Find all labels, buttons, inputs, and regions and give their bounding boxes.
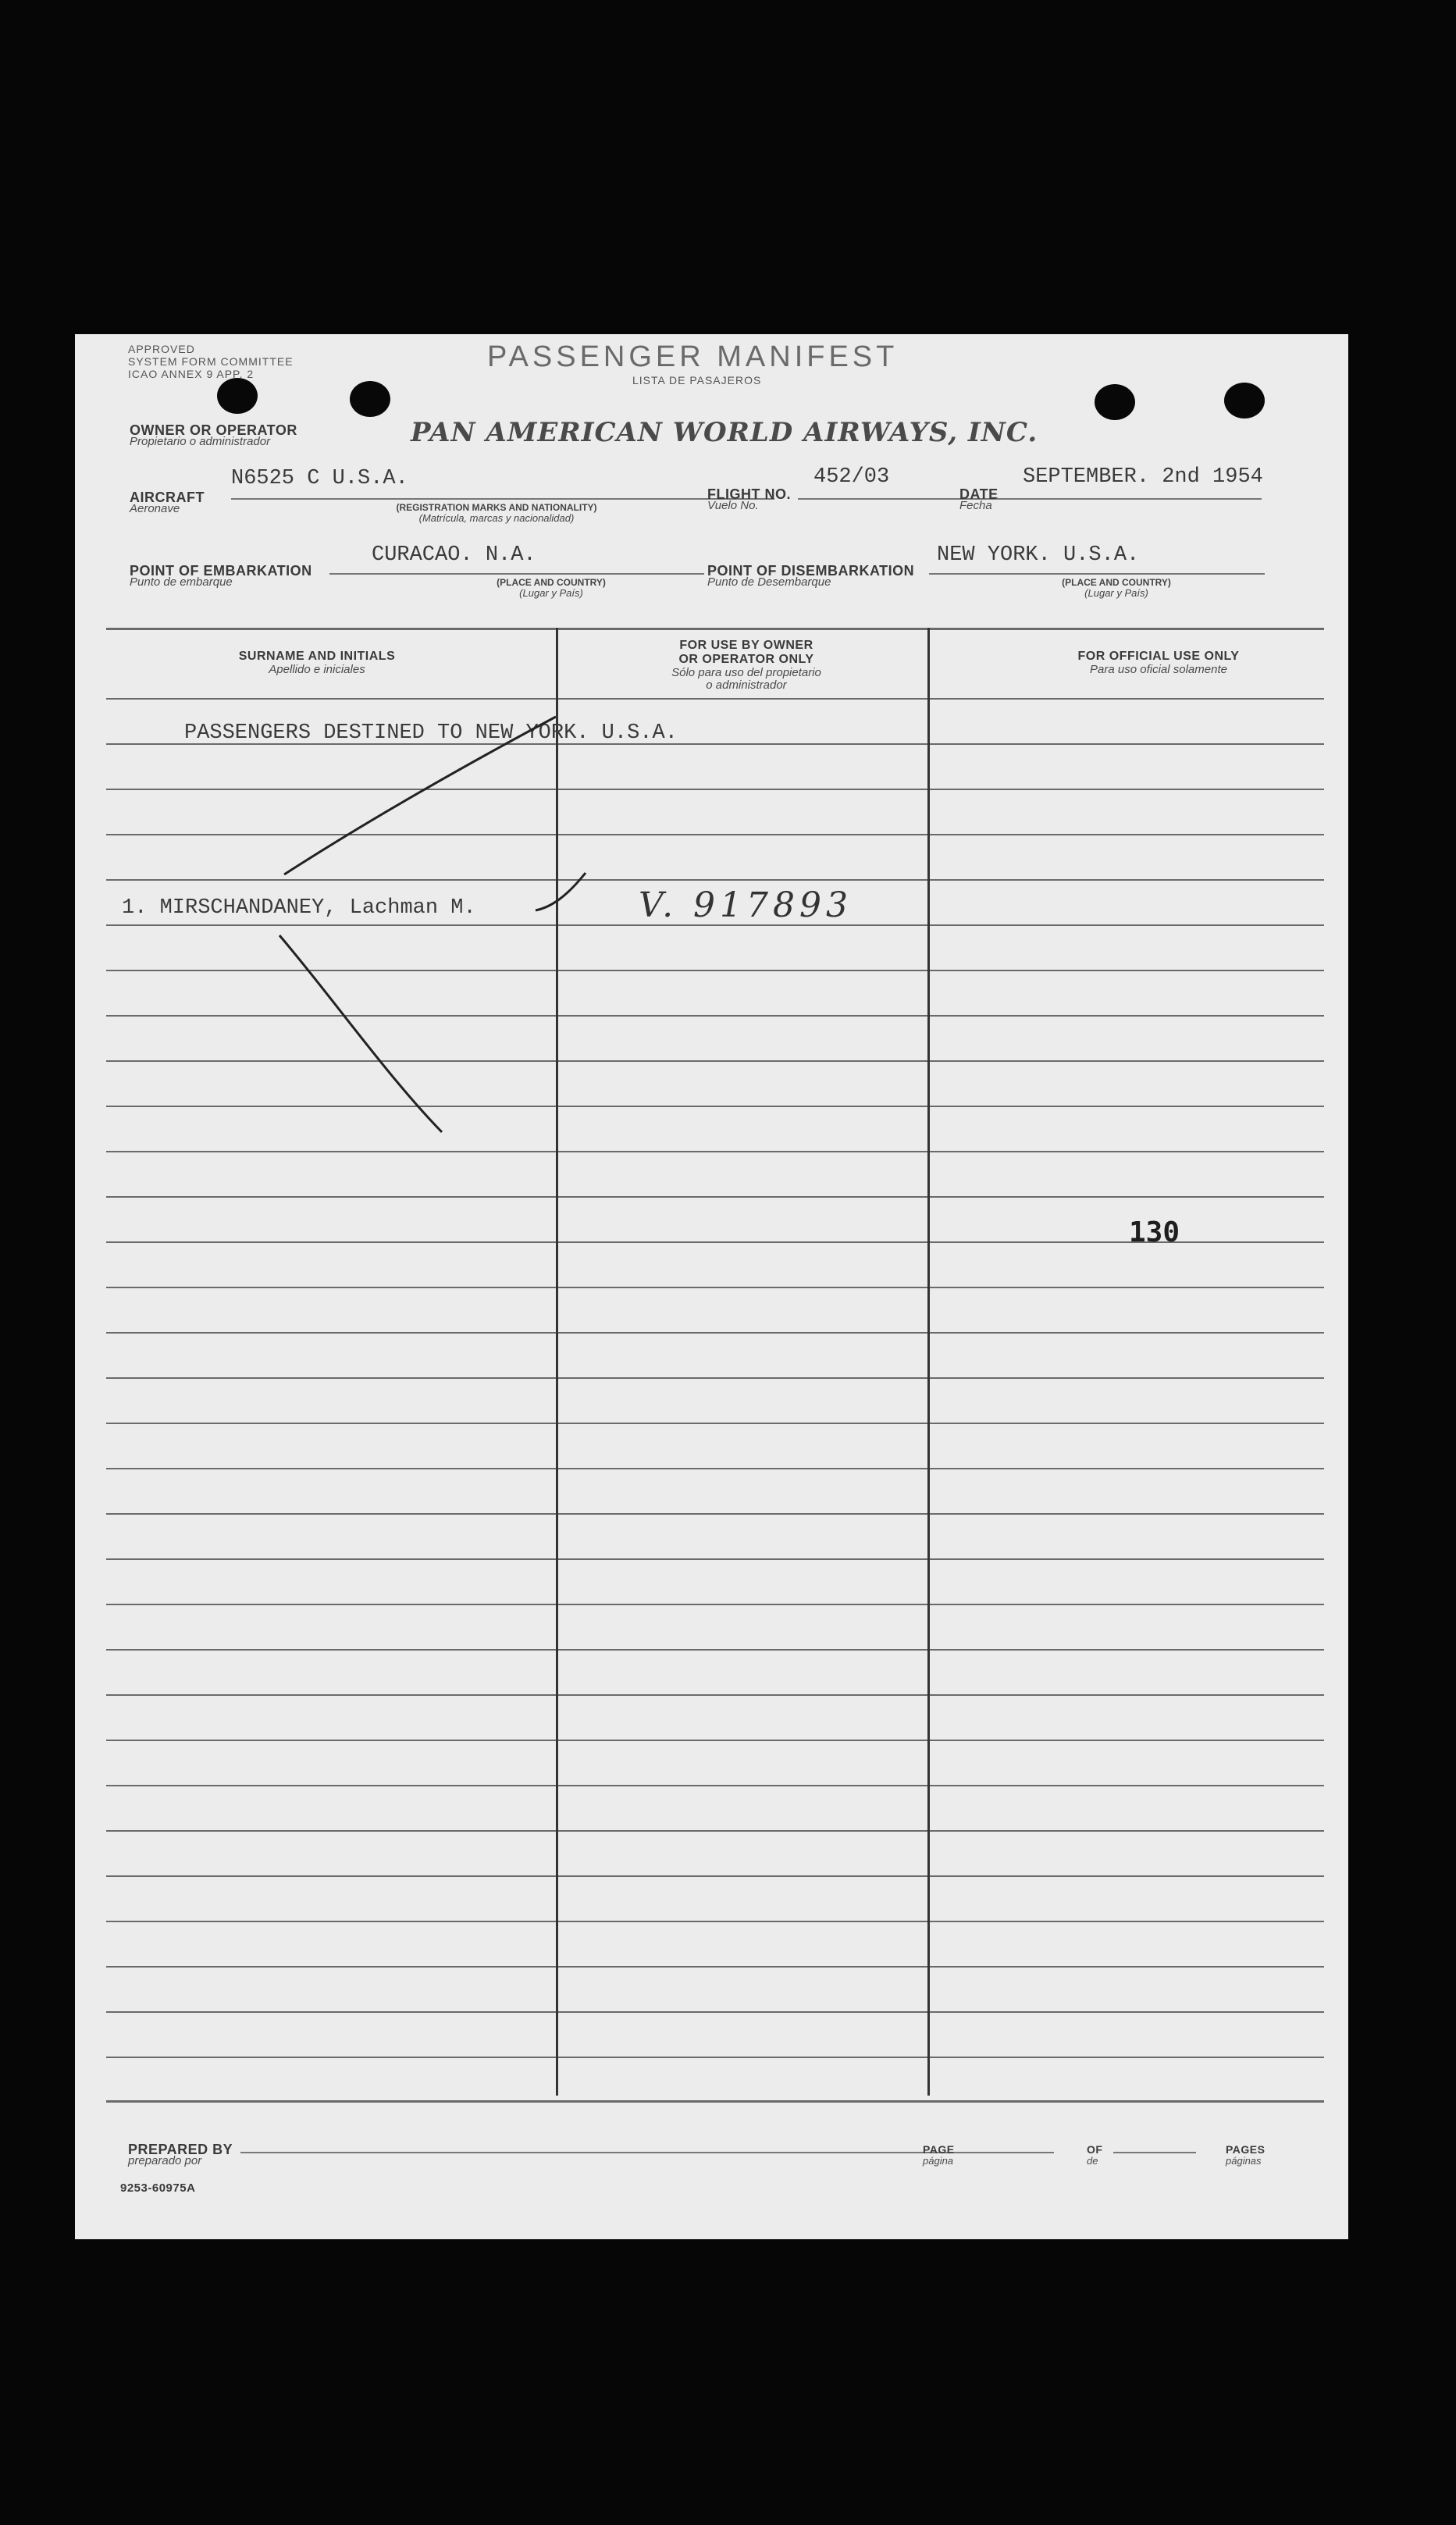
owner-label: OWNER OR OPERATOR — [130, 422, 297, 438]
passenger-row-1: 1. MIRSCHANDANEY, Lachman M. — [122, 896, 476, 920]
form-title: PASSENGER MANIFEST — [487, 340, 899, 373]
of-sublabel: de — [1087, 2155, 1098, 2167]
disembarkation-sublabel: Punto de Desembarque — [707, 575, 831, 589]
owner-sublabel: Propietario o administrador — [130, 435, 271, 448]
embarkation-value: CURACAO. N.A. — [372, 543, 536, 567]
prepared-by-sublabel: preparado por — [128, 2154, 202, 2167]
manifest-sheet — [75, 334, 1348, 2239]
flight-sublabel: Vuelo No. — [707, 499, 759, 512]
page-sublabel: página — [923, 2155, 954, 2167]
approval-line-2: SYSTEM FORM COMMITTEE — [128, 355, 294, 368]
disembarkation-note: (PLACE AND COUNTRY) (Lugar y País) — [1062, 577, 1171, 599]
flight-label: FLIGHT NO. — [707, 486, 791, 502]
prepared-by-underline — [240, 2152, 995, 2153]
owner-value: PAN AMERICAN WORLD AIRWAYS, INC. — [411, 417, 1038, 448]
aircraft-value: N6525 C U.S.A. — [231, 467, 408, 490]
of-underline — [1113, 2152, 1196, 2153]
embarkation-label: POINT OF EMBARKATION — [130, 563, 312, 579]
aircraft-label: AIRCRAFT — [130, 490, 205, 505]
aircraft-note: (REGISTRATION MARKS AND NATIONALITY) (Matrícula, marcas y nacionalidad) — [396, 502, 597, 524]
date-sublabel: Fecha — [959, 499, 992, 512]
approval-line-3: ICAO ANNEX 9 APP. 2 — [128, 368, 255, 380]
official-stamp-number: 130 — [1129, 1216, 1180, 1248]
pages-sublabel: páginas — [1226, 2155, 1262, 2167]
col-operator-header: FOR USE BY OWNER OR OPERATOR ONLY Sólo para uso del propietario o administrador — [671, 639, 821, 692]
approval-line-1: APPROVED — [128, 343, 195, 355]
aircraft-sublabel: Aeronave — [130, 502, 180, 515]
prepared-by-label: PREPARED BY — [128, 2142, 233, 2157]
embarkation-sublabel: Punto de embarque — [130, 575, 233, 589]
page-label: PAGE — [923, 2143, 955, 2156]
col-official-header: FOR OFFICIAL USE ONLY Para uso oficial solamente — [1077, 650, 1240, 676]
destined-line: PASSENGERS DESTINED TO NEW YORK. U.S.A. — [184, 721, 678, 745]
date-value: SEPTEMBER. 2nd 1954 — [1023, 465, 1263, 489]
disembarkation-value: NEW YORK. U.S.A. — [937, 543, 1140, 567]
passenger-1-operator-note: V. 917893 — [639, 885, 853, 925]
col-surname-header: SURNAME AND INITIALS Apellido e iniciales — [238, 650, 396, 676]
embarkation-note: (PLACE AND COUNTRY) (Lugar y País) — [497, 577, 606, 599]
pages-label: PAGES — [1226, 2143, 1266, 2156]
form-number: 9253-60975A — [120, 2181, 196, 2195]
disembarkation-label: POINT OF DISEMBARKATION — [707, 563, 915, 579]
pen-strokes — [75, 334, 1348, 2239]
date-label: DATE — [959, 486, 999, 502]
of-label: OF — [1087, 2143, 1103, 2156]
flight-value: 452/03 — [813, 465, 890, 489]
form-title-subtitle: LISTA DE PASAJEROS — [632, 374, 762, 386]
page-underline — [960, 2152, 1054, 2153]
